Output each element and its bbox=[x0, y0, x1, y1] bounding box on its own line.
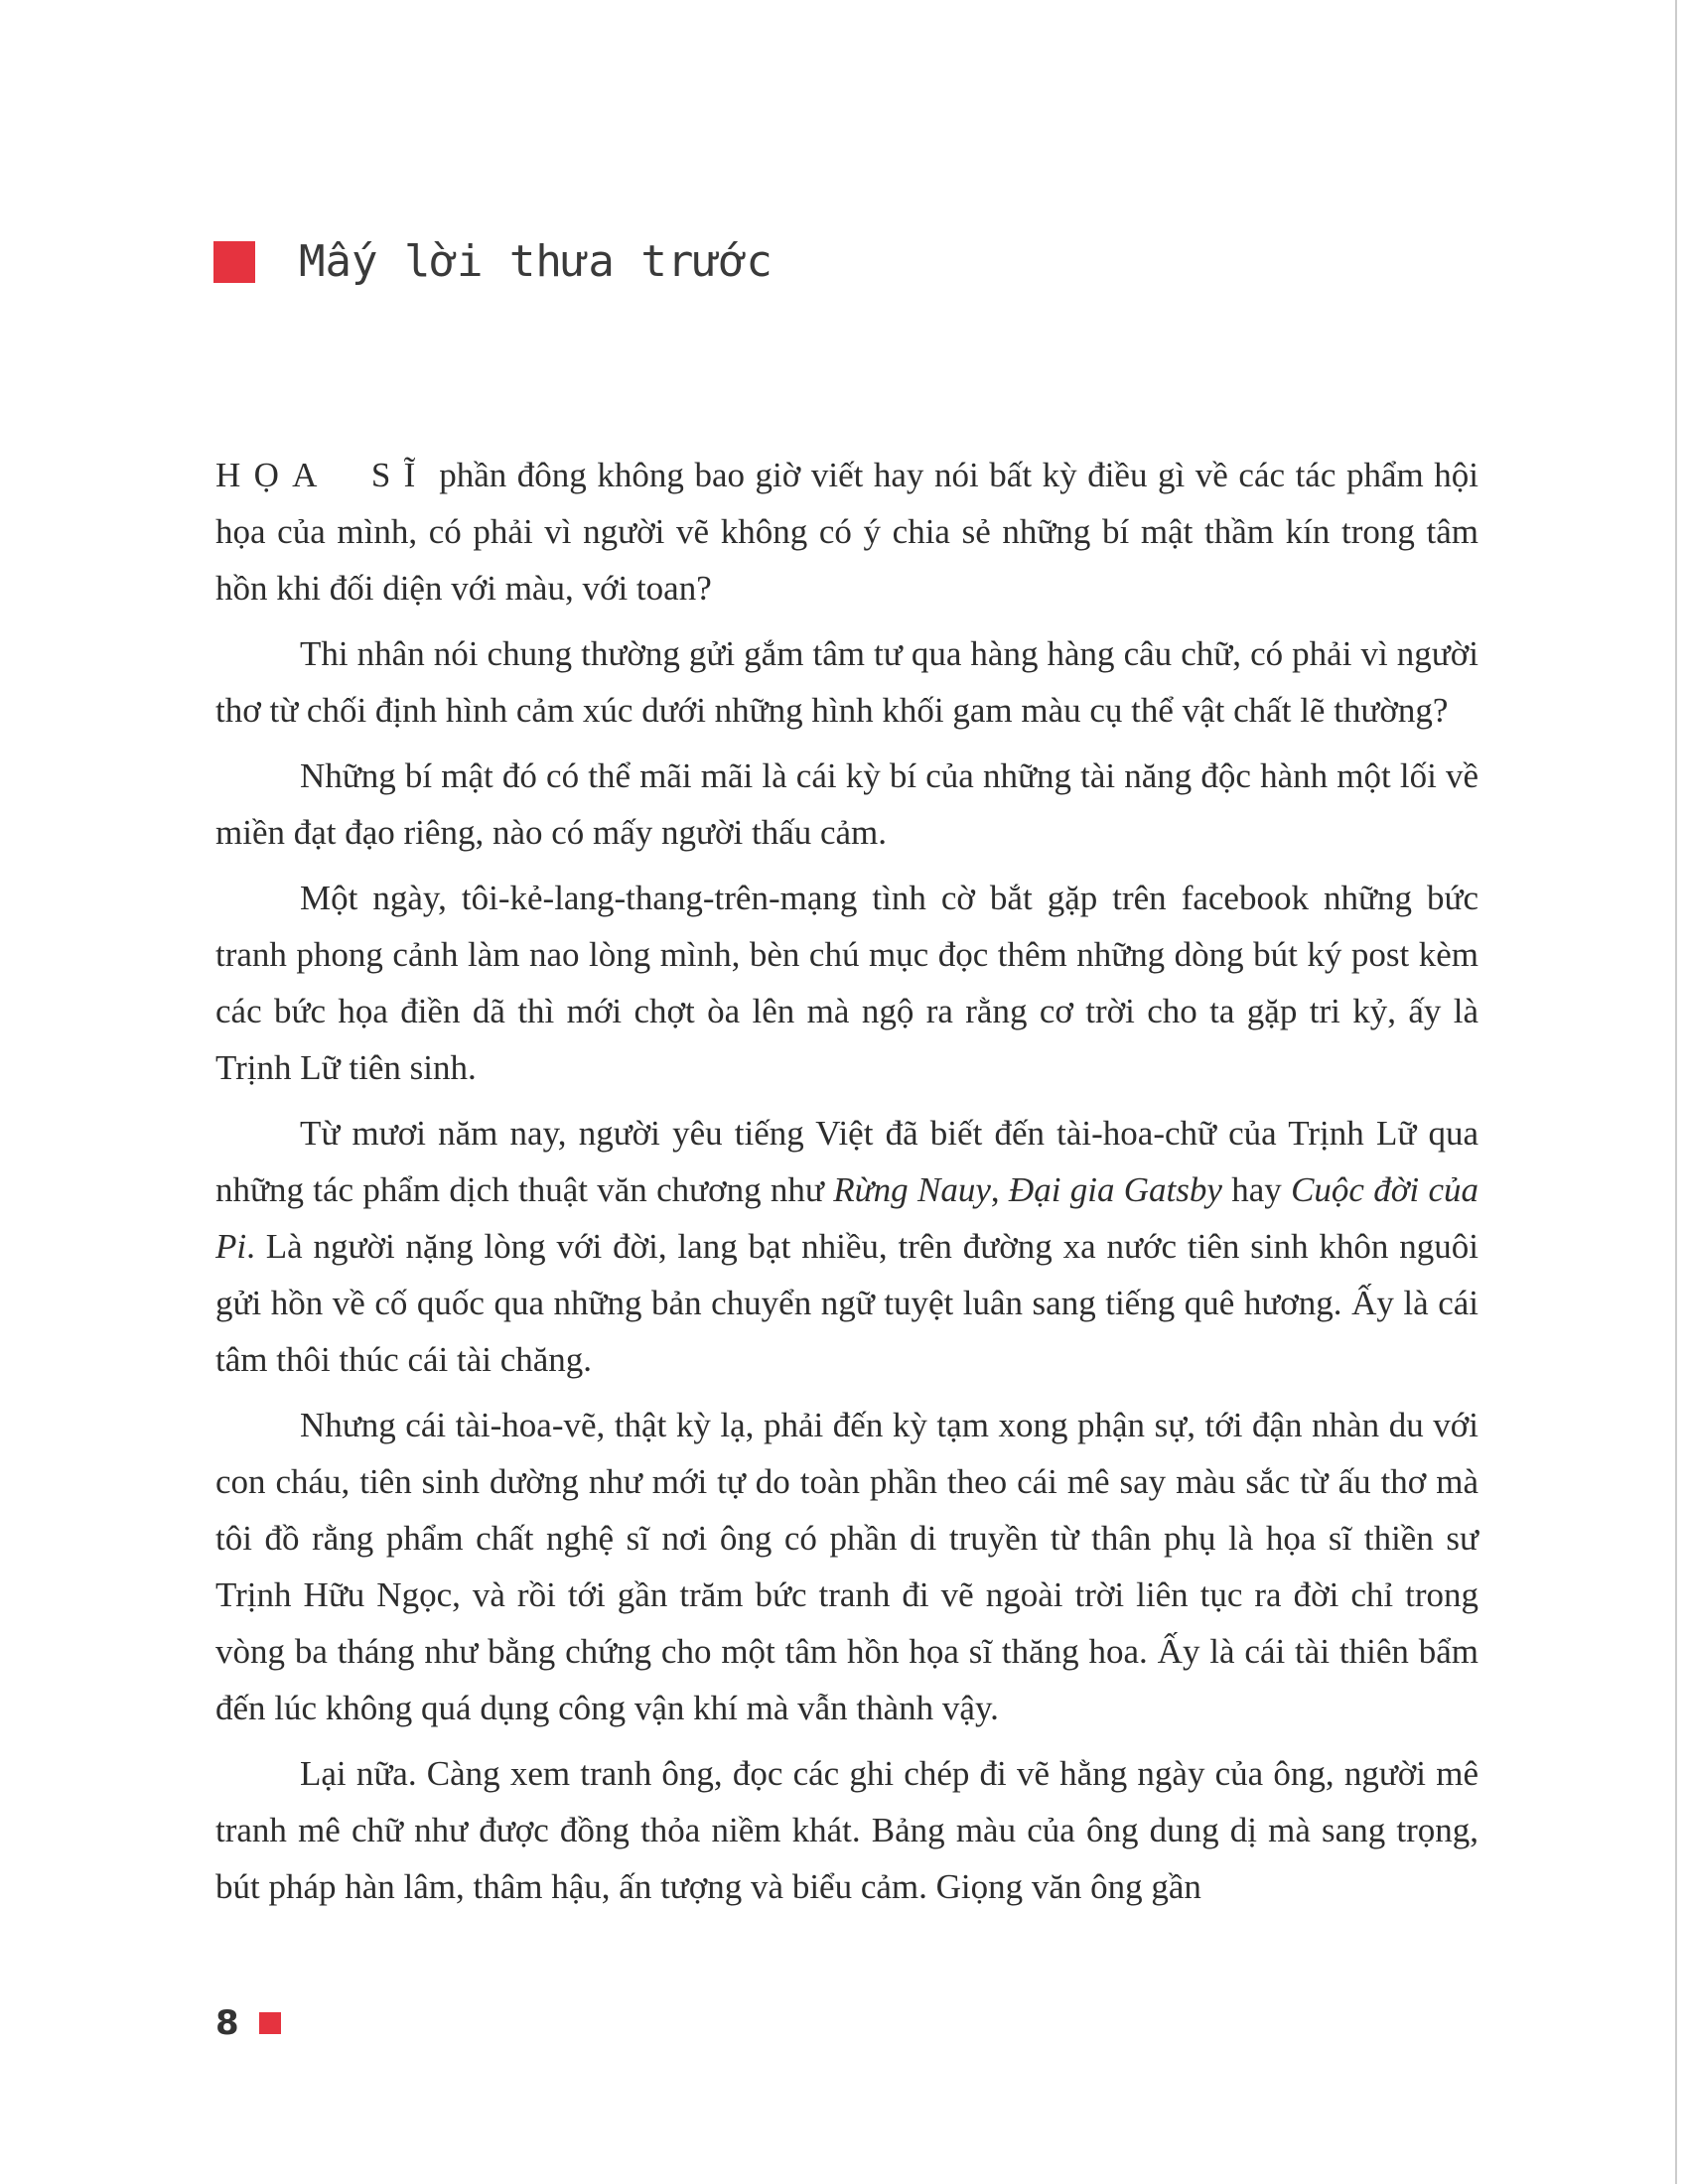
chapter-header bbox=[213, 236, 773, 287]
book-title-italic: Đại gia Gatsby bbox=[1008, 1170, 1222, 1209]
paragraph bbox=[215, 1397, 1478, 1736]
text-segment: Những bí mật đó có thể mãi mãi là cái kỳ bí của những tài năng độc hành một lối về miền đạt đạo riêng, nào có mấy người thấu cảm. bbox=[215, 756, 1478, 852]
book-title-italic: Cuộc đời của Pi bbox=[215, 1170, 1478, 1266]
paragraph bbox=[215, 870, 1478, 1096]
text-segment: hay bbox=[1221, 1170, 1292, 1209]
book-title-italic: Rừng Nauy bbox=[833, 1170, 991, 1209]
text-segment: . Là người nặng lòng với đời, lang bạt nhiều, trên đường xa nước tiên sinh khôn nguôi gửi hồn về cố quốc qua những bản chuyển ngữ tuyệt luân sang tiếng quê hương. Ấy là cái tâm thôi thúc cái tài chăng. bbox=[215, 1227, 1478, 1379]
page-edge-line bbox=[1675, 0, 1677, 2184]
text-segment: , bbox=[990, 1170, 1009, 1209]
chapter-title: Mấy lời thưa trước bbox=[299, 236, 773, 287]
lead-in-caps: HỌA SĨ bbox=[215, 456, 429, 494]
text-segment: Một ngày, tôi-kẻ-lang-thang-trên-mạng tình cờ bắt gặp trên facebook những bức tranh phong cảnh làm nao lòng mình, bèn chú mục đọc thêm những dòng bút ký post kèm các bức họa điền dã thì mới chợt òa lên mà ngộ ra rằng cơ trời cho ta gặp tri kỷ, ấy là Trịnh Lữ tiên sinh. bbox=[215, 879, 1478, 1087]
text-segment: phần đông không bao giờ viết hay nói bất kỳ điều gì về các tác phẩm hội họa của mình, có phải vì người vẽ không có ý chia sẻ những bí mật thầm kín trong tâm hồn khi đối diện với màu, với toan? bbox=[215, 456, 1478, 608]
paragraph bbox=[215, 625, 1478, 739]
text-segment: Nhưng cái tài-hoa-vẽ, thật kỳ lạ, phải đến kỳ tạm xong phận sự, tới đận nhàn du với con cháu, tiên sinh dường như mới tự do toàn phần theo cái mê say màu sắc từ ấu thơ mà tôi đồ rằng phẩm chất nghệ sĩ nơi ông có phần di truyền từ thân phụ là họa sĩ thiền sư Trịnh Hữu Ngọc, và rồi tới gần trăm bức tranh đi vẽ ngoài trời liên tục ra đời chỉ trong vòng ba tháng như bằng chứng cho một tâm hồn họa sĩ thăng hoa. Ấy là cái tài thiên bẩm đến lúc không quá dụng công vận khí mà vẫn thành vậy. bbox=[215, 1406, 1478, 1727]
paragraph bbox=[215, 447, 1478, 616]
red-square-icon bbox=[213, 241, 255, 283]
paragraph bbox=[215, 748, 1478, 861]
text-segment: Lại nữa. Càng xem tranh ông, đọc các ghi chép đi vẽ hằng ngày của ông, người mê tranh mê chữ như được đồng thỏa niềm khát. Bảng màu của ông dung dị mà sang trọng, bút pháp hàn lâm, thâm hậu, ấn tượng và biểu cảm. Giọng văn ông gần bbox=[215, 1754, 1478, 1906]
text-segment: Từ mươi năm nay, người yêu tiếng Việt đã biết đến tài-hoa-chữ của Trịnh Lữ qua những tác phẩm dịch thuật văn chương như bbox=[215, 1114, 1478, 1209]
text-segment: Thi nhân nói chung thường gửi gắm tâm tư qua hàng hàng câu chữ, có phải vì người thơ từ chối định hình cảm xúc dưới những hình khối gam màu cụ thể vật chất lẽ thường? bbox=[215, 634, 1478, 730]
paragraph bbox=[215, 1105, 1478, 1388]
page-number: 8 bbox=[215, 2003, 239, 2043]
paragraph bbox=[215, 1745, 1478, 1915]
red-square-icon bbox=[259, 2012, 281, 2034]
page-footer bbox=[215, 2003, 281, 2043]
body-text-column bbox=[215, 447, 1478, 1924]
